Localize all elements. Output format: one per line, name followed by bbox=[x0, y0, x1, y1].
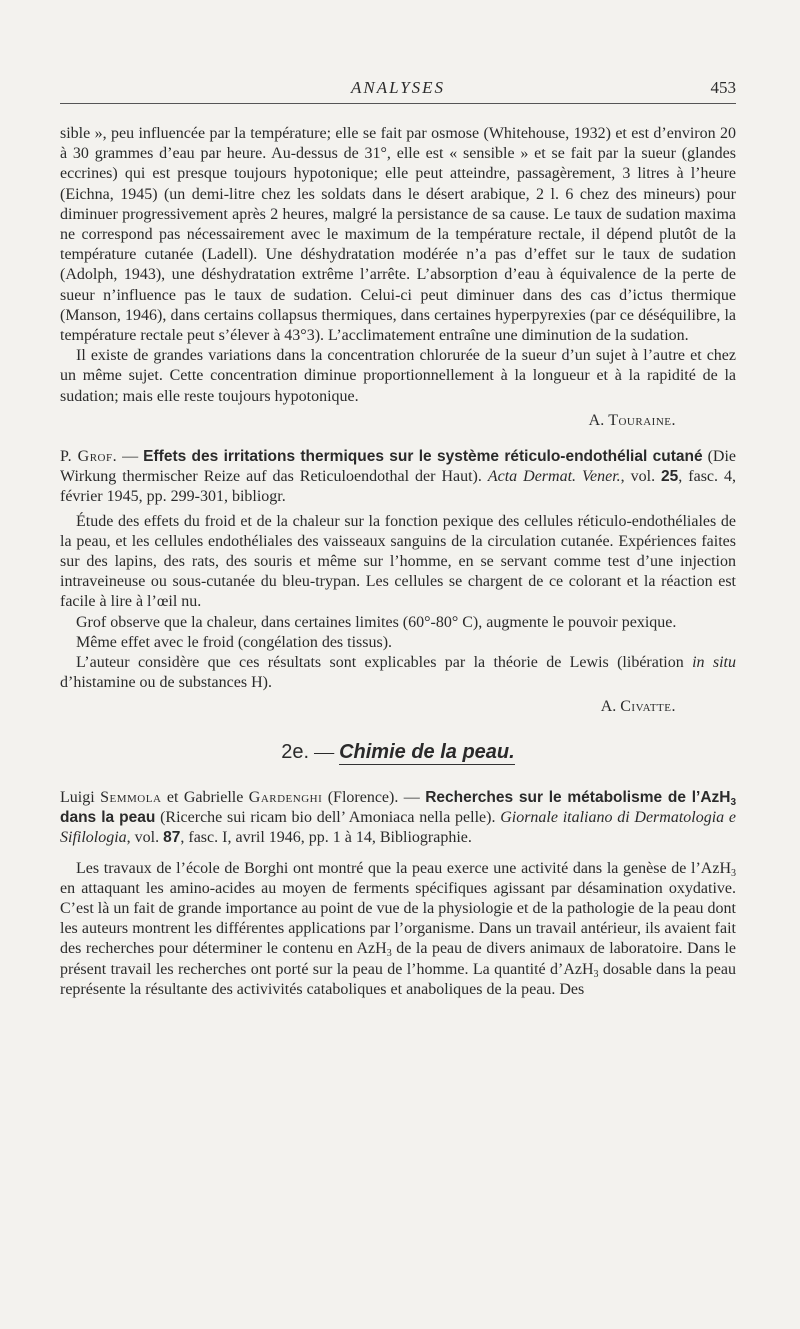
paragraph-3: Étude des effets du froid et de la chaleur sur la fonction pexique des cellules réticulo-endothéliales de la peau, et les cellules endothéliales des vaisseaux sanguins de la circulation cutanée. Expériences faites sur des lapins, des rats, des souris et même sur l’homme, en se servant comme test d’une injection intraveineuse ou sous-cutanée du bleu-trypan. Les cellules se chargent de ce colorant et la réaction est facile à lire à l’œil nu. bbox=[60, 512, 736, 611]
ref-author-2-last: Gardenghi bbox=[248, 788, 323, 806]
header-rule bbox=[60, 103, 736, 104]
ref-original-title: (Die Wirkung thermischer Reize auf das Reticuloendothal der Haut). bbox=[60, 448, 737, 486]
ref-author-1-last: Semmola bbox=[100, 788, 162, 806]
paragraph-1: sible », peu influencée par la température; elle se fait par osmose (Whitehouse, 1932) et est d’environ 20 à 30 grammes d’eau par heure. Au-dessus de 31°, elle est « sensible » et se fait par la sueur (glandes eccrines) qui est presque toujours hypotonique; elle peut atteindre, passagèrement, 3 litres à l’heure (Eichna, 1945) (un demi-litre chez les soldats dans le désert arabique, 2 l. 6 chez des mineurs) pour diminuer progressivement après 2 heures, malgré la persistance de sa cause. Le taux de sudation maxima ne correspond pas nécessairement avec le maximum de la température rectale, il dépend plutôt de la température cutanée (Ladell). Une déshydratation modérée n’a pas d’effet sur le taux de sudation (Adolph, 1943), une déshydratation extrême l’arrête. L’absorption d’eau à équivalence de la perte de sueur n’influence pas le taux de sudation. Celui-ci peut diminuer dans des cas d’ictus thermique (Manson, 1946), dans certains collapsus thermiques, dans certaines hyperpyrexies (par ce déséquilibre, la température rectale peut s’élever à 43°3). L’acclimatement entraîne une diminution de la sudation. bbox=[60, 125, 736, 345]
paragraph-6-text-b: d’histamine ou de substances H). bbox=[60, 674, 272, 692]
paragraph-7 bbox=[60, 859, 736, 1000]
ref-title-b: dans la peau bbox=[60, 809, 156, 827]
paragraph-7-text-a: Les travaux de l’école de Borghi ont montré que la peau exerce une activité dans la genèse de l’AzH bbox=[76, 859, 731, 877]
ref-original-title: (Ricerche sui ricam bio dell’ Amoniaca nella pelle). bbox=[155, 809, 501, 827]
paragraph-6-italic: in situ bbox=[692, 654, 736, 672]
paragraph-7-text-d: dosable dans la peau représente la résultante des activivités cataboliques et anaboliques de la peau. Des bbox=[60, 960, 736, 998]
ref-dash: — bbox=[117, 448, 144, 466]
ref-journal: Acta Dermat. Vener. bbox=[487, 468, 621, 486]
section-heading bbox=[60, 742, 736, 762]
reference-grof bbox=[60, 447, 736, 508]
signature-touraine bbox=[60, 411, 676, 431]
paragraph-6 bbox=[60, 653, 736, 693]
ref-details: , fasc. 4, février 1945, pp. 299-301, bibliogr. bbox=[60, 468, 736, 506]
signature-civatte bbox=[60, 697, 676, 717]
subscript: 3 bbox=[731, 867, 736, 879]
ref-title-a: Recherches sur le métabolisme de l’AzH bbox=[425, 788, 731, 806]
paragraph-7-text-c: de la peau de divers animaux de laboratoire. Dans le présent travail les recherches ont porté sur la peau de l’homme. La quantité d’AzH bbox=[60, 940, 737, 978]
ref-journal: Giornale italiano di Dermatologia e Sifilologia bbox=[60, 809, 736, 847]
paragraph-4: Grof observe que la chaleur, dans certaines limites (60°-80° C), augmente le pouvoir pexique. bbox=[76, 613, 677, 631]
signature-name: Touraine. bbox=[608, 411, 676, 429]
signature-initial: A. bbox=[600, 698, 617, 716]
page-number: 453 bbox=[710, 78, 736, 97]
paragraph-6-text-a: L’auteur considère que ces résultats sont explicables par la théorie de Lewis (libération bbox=[76, 654, 693, 672]
section-title: Chimie de la peau. bbox=[339, 740, 515, 763]
ref-place: (Florence). bbox=[322, 788, 399, 806]
ref-dash: — bbox=[398, 788, 426, 806]
subscript: 3 bbox=[593, 968, 599, 980]
ref-volume: 87 bbox=[163, 829, 181, 847]
page-header bbox=[60, 74, 736, 104]
ref-author-join: et Gabrielle bbox=[161, 788, 249, 806]
signature-initial: A. bbox=[588, 411, 605, 429]
paragraph-5: Même effet avec le froid (congélation des tissus). bbox=[76, 633, 393, 651]
section-number: 2e. bbox=[281, 740, 310, 763]
signature-name: Civatte. bbox=[620, 698, 676, 716]
ref-title-sub: 3 bbox=[730, 796, 737, 808]
section-dash: — bbox=[309, 740, 340, 763]
ref-vol-prefix: , vol. bbox=[126, 829, 164, 847]
ref-volume: 25 bbox=[661, 468, 679, 486]
ref-vol-prefix: , vol. bbox=[620, 468, 662, 486]
subscript: 3 bbox=[386, 948, 392, 960]
ref-details: , fasc. I, avril 1946, pp. 1 à 14, Bibliographie. bbox=[180, 829, 472, 847]
ref-author: P. Grof. bbox=[60, 448, 118, 466]
reference-semmola bbox=[60, 788, 736, 849]
article-body bbox=[60, 124, 736, 1000]
paragraph-2: Il existe de grandes variations dans la concentration chlorurée de la sueur d’un sujet à l’autre et chez un même sujet. Cette concentration diminue proportionnellement à la longueur et à la rapidité de la sudation; mais elle reste toujours hypotonique. bbox=[60, 347, 736, 405]
running-title: ANALYSES bbox=[350, 78, 446, 97]
ref-author-1-first: Luigi bbox=[60, 788, 101, 806]
ref-title: Effets des irritations thermiques sur le système réticulo-endothélial cutané bbox=[143, 448, 703, 466]
paragraph-7-text-b: en attaquant les amino-acides au moyen de ferments spécifiques agissant par désamination oxydative. C’est là un fait de grande importance au point de vue de la physiologie et de la pathologie de la peau dont les auteurs montrent les différentes applications par l’organisme. Dans un travail antérieur, ils avaient fait des recherches pour déterminer le contenu en AzH bbox=[60, 879, 736, 958]
